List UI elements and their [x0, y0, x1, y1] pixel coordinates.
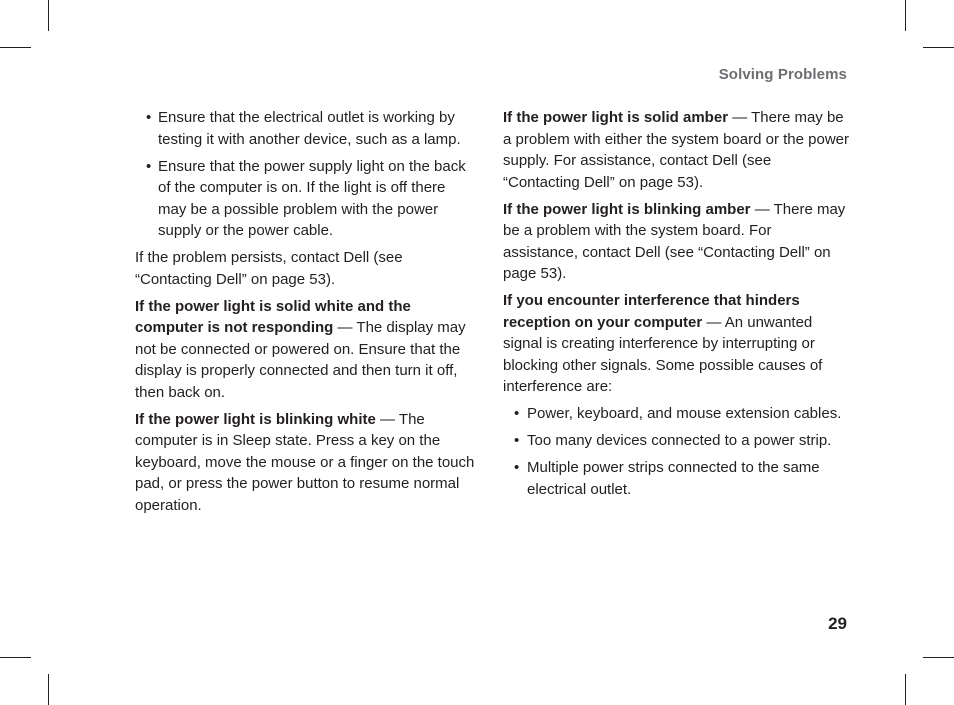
- section-heading: If the power light is solid white and the computer is not responding: [135, 297, 411, 336]
- crop-mark: [0, 657, 31, 658]
- section-body: — There may be a problem with either the system board or the power supply. For assistance, contact Dell (see “Contacting Dell” on page 53).: [503, 109, 850, 191]
- list-item-text: Too many devices connected to a power strip.: [527, 432, 832, 449]
- section-blinking-white: [135, 409, 475, 517]
- running-header: Solving Problems: [718, 66, 847, 83]
- section-heading: If the power light is solid amber: [503, 109, 729, 126]
- bullet-glyph: •: [514, 432, 520, 449]
- list-item-text: Multiple power strips connected to the same electrical outlet.: [527, 459, 820, 498]
- bullet-glyph: •: [146, 157, 152, 175]
- list-item: [503, 457, 850, 500]
- crop-mark: [905, 0, 906, 31]
- section-body: — There may be a problem with the system board. For assistance, contact Dell (see “Contacting Dell” on page 53).: [503, 200, 846, 282]
- list-item-text: Power, keyboard, and mouse extension cables.: [527, 405, 842, 422]
- section-blinking-amber: [503, 199, 850, 285]
- bullet-glyph: •: [514, 405, 520, 422]
- list-item: [135, 156, 475, 242]
- section-body: — An unwanted signal is creating interference by interrupting or blocking other signals. Some possible causes of interference are:: [503, 313, 823, 395]
- crop-mark: [0, 47, 31, 48]
- list-item: [503, 430, 850, 452]
- section-heading: If the power light is blinking amber: [503, 200, 751, 218]
- section-heading: If you encounter interference that hinders reception on your computer: [503, 292, 800, 331]
- persist-paragraph: If the problem persists, contact Dell (see “Contacting Dell” on page 53).: [135, 249, 403, 288]
- section-interference: [503, 290, 850, 398]
- right-bullet-list: [503, 403, 850, 500]
- right-column: [503, 107, 850, 506]
- section-heading: If the power light is blinking white: [135, 410, 376, 428]
- list-item: [135, 107, 475, 150]
- crop-mark: [923, 47, 954, 48]
- list-item-text: Ensure that the power supply light on the back of the computer is on. If the light is off there may be a possible problem with the power supply or the power cable.: [158, 157, 466, 239]
- list-item-text: Ensure that the electrical outlet is working by testing it with another device, such as a lamp.: [158, 109, 461, 148]
- section-solid-amber: [503, 107, 850, 193]
- section-solid-white: [135, 296, 475, 404]
- crop-mark: [48, 0, 49, 31]
- left-column: [135, 107, 475, 522]
- list-item: [503, 403, 850, 425]
- section-body: — The computer is in Sleep state. Press a key on the keyboard, move the mouse or a finger on the touch pad, or press the power button to resume normal operation.: [135, 410, 475, 514]
- page-number: 29: [828, 614, 847, 633]
- crop-mark: [923, 657, 954, 658]
- crop-mark: [48, 674, 49, 705]
- left-bullet-list: [135, 107, 475, 242]
- bullet-glyph: •: [514, 459, 520, 476]
- bullet-glyph: •: [146, 109, 152, 126]
- crop-mark: [905, 674, 906, 705]
- section-body: — The display may not be connected or powered on. Ensure that the display is properly connected and then turn it off, then back on.: [135, 319, 466, 401]
